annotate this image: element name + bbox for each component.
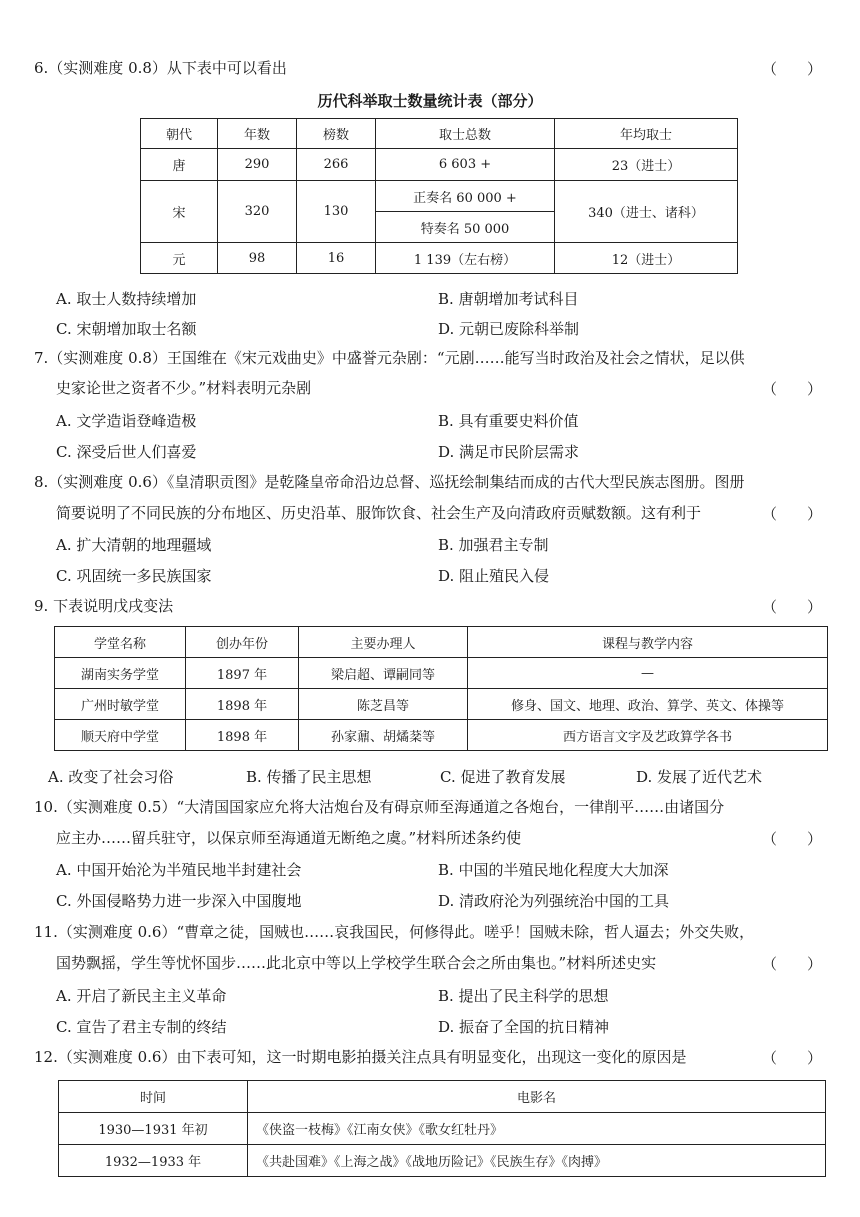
q9-option-c[interactable]: C. 促进了教育发展 [440, 768, 566, 786]
q6-table [140, 118, 738, 274]
table-header: 课程与教学内容 [468, 627, 828, 658]
table-cell: 《共赴国难》《上海之战》《战地历险记》《民族生存》《肉搏》 [248, 1145, 826, 1177]
table-header: 榜数 [297, 119, 376, 149]
table-header: 主要办理人 [299, 627, 468, 658]
q12-answer-paren[interactable]: （ ） [761, 1049, 822, 1067]
table-cell: 23（进士） [555, 149, 738, 181]
table-row [141, 181, 738, 212]
table-row [55, 720, 828, 751]
q8-option-d[interactable]: D. 阻止殖民入侵 [438, 567, 550, 585]
table-cell: 1897 年 [186, 658, 299, 689]
q7-option-c[interactable]: C. 深受后世人们喜爱 [56, 443, 197, 461]
q9-option-a[interactable]: A. 改变了社会习俗 [48, 768, 174, 786]
table-cell: 290 [218, 149, 297, 181]
q8-stem-line2: 简要说明了不同民族的分布地区、历史沿革、服饰饮食、社会生产及向清政府贡赋数额。这有利于 [56, 504, 702, 522]
q10-answer-paren[interactable]: （ ） [761, 830, 822, 848]
table-header: 时间 [59, 1081, 248, 1113]
q11-option-d[interactable]: D. 振奋了全国的抗日精神 [438, 1018, 610, 1036]
q10-option-c[interactable]: C. 外国侵略势力进一步深入中国腹地 [56, 892, 302, 910]
table-row [55, 689, 828, 720]
table-cell: 梁启超、谭嗣同等 [299, 658, 468, 689]
q8-stem-line1: 8.（实测难度 0.6）《皇清职贡图》是乾隆皇帝命沿边总督、巡抚绘制集结而成的古代大型民族志图册。图册 [34, 473, 745, 491]
q9-table [54, 626, 828, 751]
q6-option-a[interactable]: A. 取士人数持续增加 [56, 290, 197, 308]
table-header: 电影名 [248, 1081, 826, 1113]
table-row [141, 243, 738, 274]
q9-stem: 9. 下表说明戊戌变法 [34, 597, 174, 615]
table-cell: 正奏名 60 000 + [376, 181, 555, 212]
table-cell: 1 139（左右榜） [376, 243, 555, 274]
table-cell: 1898 年 [186, 689, 299, 720]
table-cell: 特奏名 50 000 [376, 212, 555, 243]
table-header: 学堂名称 [55, 627, 186, 658]
table-cell: 1898 年 [186, 720, 299, 751]
table-cell: 340（进士、诸科） [555, 181, 738, 243]
table-cell: 顺天府中学堂 [55, 720, 186, 751]
table-cell: 元 [141, 243, 218, 274]
q10-option-d[interactable]: D. 清政府沦为列强统治中国的工具 [438, 892, 670, 910]
table-cell: 320 [218, 181, 297, 243]
table-header: 朝代 [141, 119, 218, 149]
table-cell: 修身、国文、地理、政治、算学、英文、体操等 [468, 689, 828, 720]
q7-answer-paren[interactable]: （ ） [761, 380, 822, 398]
table-row [55, 658, 828, 689]
q10-stem-line2: 应主办……留兵驻守，以保京师至海通道无断绝之虞。”材料所述条约使 [56, 829, 522, 847]
q10-option-b[interactable]: B. 中国的半殖民地化程度大大加深 [438, 861, 669, 879]
q10-stem-line1: 10.（实测难度 0.5）“大清国国家应允将大沽炮台及有碍京师至海通道之各炮台，一律削平……由诸国分 [34, 798, 725, 816]
table-header: 年均取士 [555, 119, 738, 149]
table-cell: 广州时敏学堂 [55, 689, 186, 720]
q7-option-a[interactable]: A. 文学造诣登峰造极 [56, 412, 197, 430]
q6-stem: 6.（实测难度 0.8）从下表中可以看出 [34, 59, 287, 77]
table-cell: 6 603 + [376, 149, 555, 181]
q6-table-title: 历代科举取士数量统计表（部分） [317, 92, 543, 110]
table-cell: 孙家鼐、胡燏棻等 [299, 720, 468, 751]
q7-stem-line1: 7.（实测难度 0.8）王国维在《宋元戏曲史》中盛誉元杂剧：“元剧……能写当时政治及社会之情状，足以供 [34, 349, 745, 367]
table-cell: 98 [218, 243, 297, 274]
q10-option-a[interactable]: A. 中国开始沦为半殖民地半封建社会 [56, 861, 302, 879]
q8-option-b[interactable]: B. 加强君主专制 [438, 536, 549, 554]
table-cell: 唐 [141, 149, 218, 181]
q11-option-b[interactable]: B. 提出了民主科学的思想 [438, 987, 609, 1005]
q12-stem: 12.（实测难度 0.6）由下表可知，这一时期电影拍摄关注点具有明显变化，出现这一变化的原因是 [34, 1048, 687, 1066]
q8-option-a[interactable]: A. 扩大清朝的地理疆域 [56, 536, 212, 554]
q6-answer-paren[interactable]: （ ） [761, 60, 822, 78]
q6-option-c[interactable]: C. 宋朝增加取士名额 [56, 320, 197, 338]
q11-answer-paren[interactable]: （ ） [761, 955, 822, 973]
q11-option-c[interactable]: C. 宣告了君主专制的终结 [56, 1018, 227, 1036]
table-cell: 16 [297, 243, 376, 274]
table-cell: 1930—1931 年初 [59, 1113, 248, 1145]
q9-option-d[interactable]: D. 发展了近代艺术 [636, 768, 763, 786]
table-header: 年数 [218, 119, 297, 149]
table-cell: 130 [297, 181, 376, 243]
table-cell: 《侠盗一枝梅》《江南女侠》《歌女红牡丹》 [248, 1113, 826, 1145]
table-cell: 西方语言文字及艺政算学各书 [468, 720, 828, 751]
q8-answer-paren[interactable]: （ ） [761, 505, 822, 523]
q11-stem-line2: 国势飘摇，学生等忧怀国步……此北京中等以上学校学生联合会之所由集也。”材料所述史实 [56, 954, 657, 972]
q6-option-d[interactable]: D. 元朝已废除科举制 [438, 320, 580, 338]
q11-stem-line1: 11.（实测难度 0.6）“曹章之徒，国贼也……哀我国民，何修得此。嗟乎！国贼未除，哲人逼去；外交失败， [34, 923, 755, 941]
table-row [59, 1145, 826, 1177]
table-cell: 宋 [141, 181, 218, 243]
table-cell: 12（进士） [555, 243, 738, 274]
q9-option-b[interactable]: B. 传播了民主思想 [246, 768, 372, 786]
q12-table [58, 1080, 826, 1177]
q6-option-b[interactable]: B. 唐朝增加考试科目 [438, 290, 579, 308]
table-header: 创办年份 [186, 627, 299, 658]
table-cell: 湖南实务学堂 [55, 658, 186, 689]
q7-option-d[interactable]: D. 满足市民阶层需求 [438, 443, 580, 461]
table-cell: 266 [297, 149, 376, 181]
table-row [141, 149, 738, 181]
table-row [59, 1113, 826, 1145]
table-cell: 1932—1933 年 [59, 1145, 248, 1177]
q11-option-a[interactable]: A. 开启了新民主主义革命 [56, 987, 227, 1005]
table-cell: — [468, 658, 828, 689]
q8-option-c[interactable]: C. 巩固统一多民族国家 [56, 567, 212, 585]
q7-stem-line2: 史家论世之资者不少。”材料表明元杂剧 [56, 379, 312, 397]
table-header: 取士总数 [376, 119, 555, 149]
q9-answer-paren[interactable]: （ ） [761, 598, 822, 616]
q7-option-b[interactable]: B. 具有重要史料价值 [438, 412, 579, 430]
table-cell: 陈芝昌等 [299, 689, 468, 720]
